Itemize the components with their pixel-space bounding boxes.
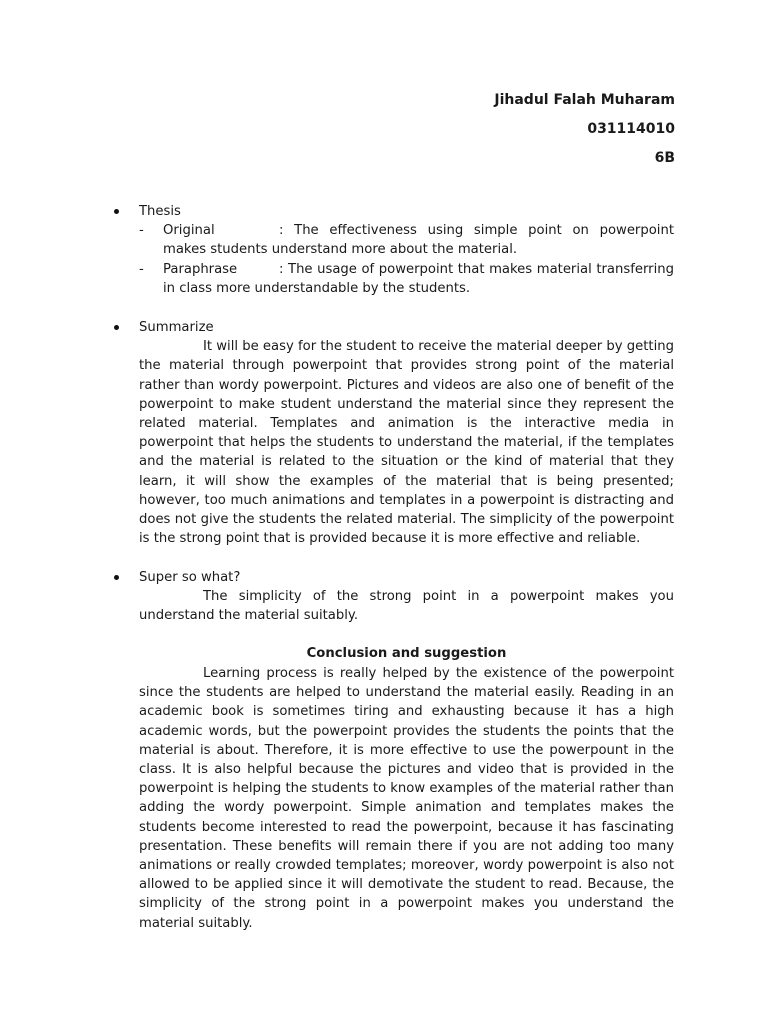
thesis-original-item: [139, 221, 674, 259]
conclusion-heading: Conclusion and suggestion: [306, 646, 507, 661]
super-so-what-title: Super so what?: [139, 570, 241, 585]
bullet-icon: [114, 209, 119, 214]
super-so-what-section: [139, 568, 674, 626]
super-so-what-paragraph: The simplicity of the strong point in a powerpoint makes you understand the material suitably.: [139, 589, 674, 624]
student-id: 031114010: [587, 121, 675, 137]
paraphrase-label: Paraphrase: [163, 261, 238, 277]
bullet-icon: [114, 575, 119, 580]
summarize-title: Summarize: [139, 320, 214, 335]
dash-marker: -: [139, 261, 144, 277]
conclusion-paragraph: Learning process is really helped by the existence of the powerpoint since the students are helped to understand the material easily. Reading in an academic book is sometimes tiring and exhausting because it has a high academic words, but the powerpoint provides the students the points that the material is about. Therefore, it is more effective to use the powerpount in the class. It is also helpful because the pictures and video that is provided in the powerpoint is helping the students to know examples of the material rather than adding the wordy powerpoint. Simple animation and templates makes the students become interested to read the powerpoint, because it has fascinating presentation. These benefits will remain there if you are not adding too many animations or really crowded templates; moreover, wordy powerpoint is also not allowed to be applied since it will demotivate the student to read. Because, the simplicity of the strong point in a powerpoint makes you understand the material suitably.: [139, 666, 674, 931]
summarize-paragraph: It will be easy for the student to receive the material deeper by getting the material through powerpoint that provides strong point of the material rather than wordy powerpoint. Pictures and videos are also one of benefit of the powerpoint to make student understand the material since they represent the related material. Templates and animation is the interactive media in powerpoint that helps the students to understand the material, if the templates and the material is related to the situation or the kind of material that they learn, it will show the examples of the material that is being presented; however, too much animations and templates in a powerpoint is distracting and does not give the students the related material. The simplicity of the powerpoint is the strong point that is provided because it is more effective and reliable.: [139, 339, 674, 547]
bullet-icon: [114, 325, 119, 330]
conclusion-section: [139, 664, 674, 933]
thesis-paraphrase-item: [139, 260, 674, 298]
original-text: : The effectiveness using simple point on powerpoint makes students understand more about the material.: [163, 223, 674, 258]
thesis-title: Thesis: [139, 204, 181, 219]
class-label: 6B: [654, 150, 675, 166]
summarize-section: [139, 318, 674, 548]
author-header: [494, 86, 675, 173]
dash-marker: -: [139, 223, 144, 239]
thesis-section: [139, 202, 674, 298]
paraphrase-text: : The usage of powerpoint that makes material transferring in class more understandable by the students.: [163, 261, 674, 296]
original-label: Original: [163, 223, 215, 239]
author-name: Jihadul Falah Muharam: [494, 92, 675, 108]
